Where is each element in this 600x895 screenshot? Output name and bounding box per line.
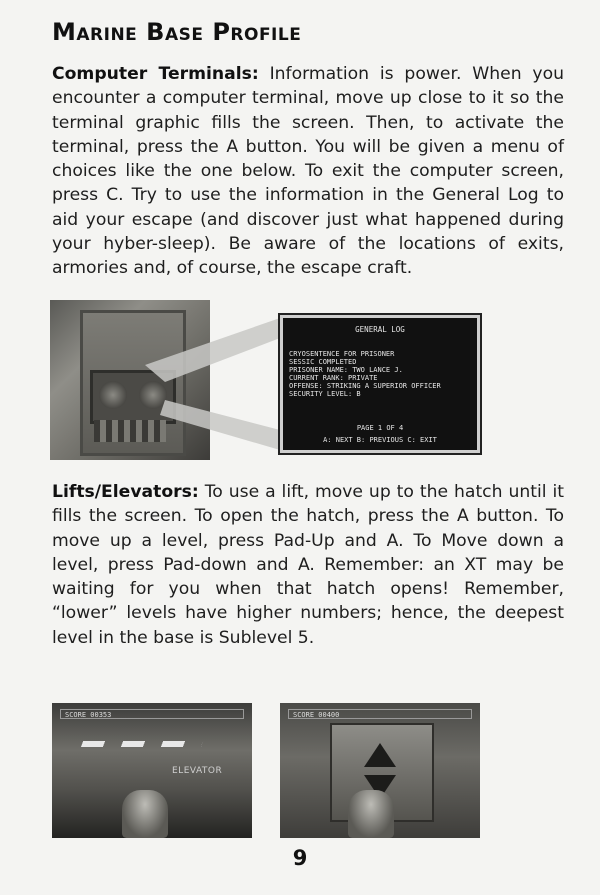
terminal-title: GENERAL LOG <box>355 325 405 334</box>
terminal-nav-options: A: NEXT B: PREVIOUS C: EXIT <box>323 436 437 444</box>
computer-terminals-heading: Computer Terminals: <box>52 64 259 84</box>
hud-score-bar: SCORE 00400 <box>288 709 472 719</box>
terminal-figure <box>50 300 570 460</box>
computer-terminals-paragraph <box>52 62 564 281</box>
terminal-line: SECURITY LEVEL: B <box>289 390 361 398</box>
lift-hatch-screenshot <box>280 703 480 838</box>
terminal-line: CURRENT RANK: PRIVATE <box>289 374 378 382</box>
elevator-sign: ELEVATOR <box>172 766 223 776</box>
terminal-page-indicator: PAGE 1 OF 4 <box>356 424 404 432</box>
terminal-line: CRYOSENTENCE FOR PRISONER <box>289 350 395 358</box>
player-gun <box>122 790 168 838</box>
general-log-terminal-screen <box>280 315 480 453</box>
terminal-log-lines <box>289 350 477 398</box>
hud-score-bar: SCORE 00353 <box>60 709 244 719</box>
terminal-line: PRISONER NAME: TWO LANCE J. <box>289 366 403 374</box>
lifts-elevators-text: To use a lift, move up to the hatch until it fills the screen. To open the hatch, press the A button. To move up a level, press Pad-Up and A. To Move down a level, press Pad-down and A. Remember: an XT may be waiting for you when that hatch opens! Remember, “lower” levels have higher numbers; hence, the deepest level in the base is Sublevel 5. <box>52 482 564 648</box>
lifts-elevators-heading: Lifts/Elevators: <box>52 482 199 502</box>
terminal-line: OFFENSE: STRIKING A SUPERIOR OFFICER <box>289 382 441 390</box>
computer-terminals-text: Information is power. When you encounter a computer terminal, move up close to it so the terminal graphic fills the screen. Then, to activate the terminal, press the A button. You will be given a menu of choices like the one below. To exit the computer screen, press C. Try to use the information in the General Log to aid your escape (and discover just what happened during your hyber-sleep). Be aware of the locations of exits, armories and, of course, the escape craft. <box>52 64 565 279</box>
ceiling-lights <box>81 741 203 747</box>
terminal-line: SESSIC COMPLETED <box>289 358 357 366</box>
lifts-elevators-paragraph <box>52 480 564 650</box>
player-gun <box>348 790 394 838</box>
elevator-hall-screenshot <box>52 703 252 838</box>
page-title: Marine Base Profile <box>52 18 302 46</box>
page-number: 9 <box>292 846 308 870</box>
